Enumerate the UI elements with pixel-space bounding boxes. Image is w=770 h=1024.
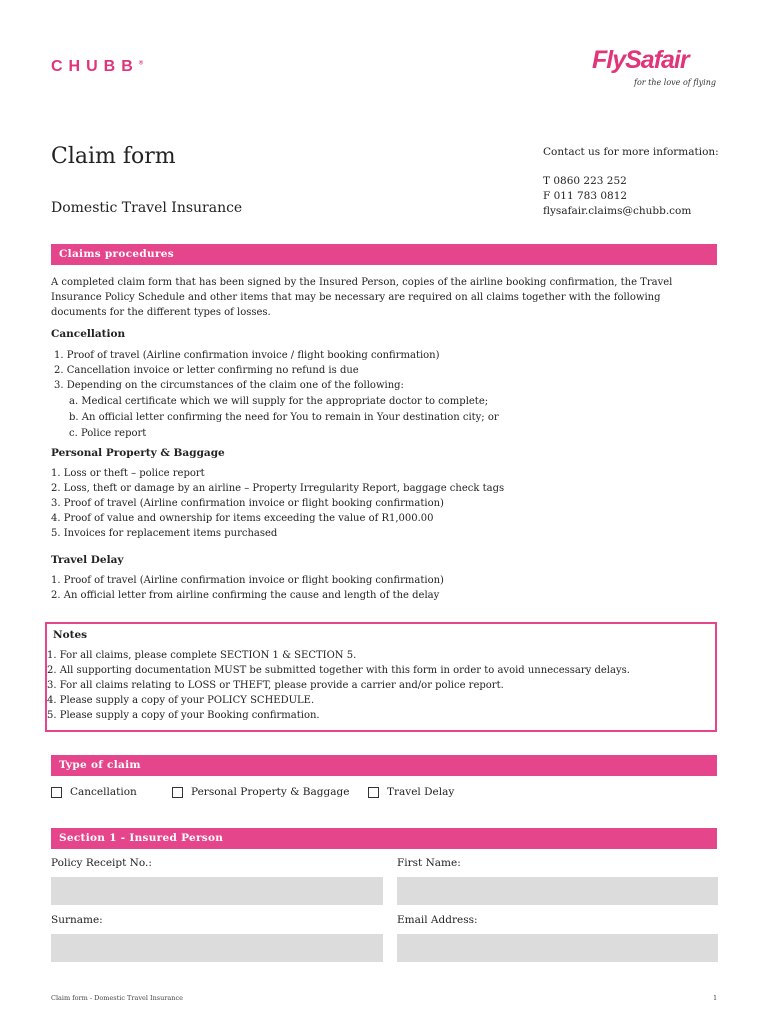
cancellation-option-label: Cancellation bbox=[70, 786, 137, 798]
property-heading: Personal Property & Baggage bbox=[51, 447, 225, 459]
policy-receipt-field[interactable] bbox=[51, 877, 383, 905]
section1-header: Section 1 - Insured Person bbox=[51, 828, 717, 849]
list-item: 5. Please supply a copy of your Booking confirmation. bbox=[47, 710, 320, 721]
flysafair-logo-text: FlySafair bbox=[592, 46, 689, 74]
list-item: 1. Proof of travel (Airline confirmation invoice / flight booking confirmation) bbox=[54, 350, 440, 361]
delay-option-label: Travel Delay bbox=[387, 786, 455, 798]
first-name-label: First Name: bbox=[397, 857, 461, 869]
cancellation-list bbox=[54, 348, 499, 441]
contact-fax: F 011 783 0812 bbox=[543, 190, 628, 202]
surname-label: Surname: bbox=[51, 914, 103, 926]
delay-checkbox[interactable] bbox=[368, 787, 379, 798]
list-item: 2. All supporting documentation MUST be submitted together with this form in order to avoid unnecessary delays. bbox=[47, 665, 630, 676]
first-name-field[interactable] bbox=[397, 877, 718, 905]
list-item: 2. An official letter from airline confirming the cause and length of the delay bbox=[51, 590, 440, 601]
email-label: Email Address: bbox=[397, 914, 478, 926]
list-item: 5. Invoices for replacement items purchased bbox=[51, 528, 278, 539]
claims-procedures-header: Claims procedures bbox=[51, 244, 717, 265]
contact-email[interactable]: flysafair.claims@chubb.com bbox=[543, 205, 692, 217]
list-item: 3. Proof of travel (Airline confirmation invoice or flight booking confirmation) bbox=[51, 498, 444, 509]
contact-info bbox=[543, 145, 719, 219]
footer-text: Claim form - Domestic Travel Insurance bbox=[51, 994, 183, 1002]
property-checkbox[interactable] bbox=[172, 787, 183, 798]
list-item: 2. Loss, theft or damage by an airline – Property Irregularity Report, baggage check tags bbox=[51, 483, 505, 494]
delay-heading: Travel Delay bbox=[51, 554, 124, 566]
list-item: b. An official letter confirming the need for You to remain in Your destination city; or bbox=[69, 412, 499, 423]
cancellation-option[interactable] bbox=[51, 786, 137, 798]
list-item: a. Medical certificate which we will supply for the appropriate doctor to complete; bbox=[69, 396, 489, 407]
policy-receipt-label: Policy Receipt No.: bbox=[51, 857, 152, 869]
type-of-claim-header: Type of claim bbox=[51, 755, 717, 776]
notes-heading: Notes bbox=[53, 629, 88, 641]
page-title: Claim form bbox=[51, 144, 176, 169]
cancellation-heading: Cancellation bbox=[51, 328, 126, 340]
list-item: 3. For all claims relating to LOSS or THEFT, please provide a carrier and/or police report. bbox=[47, 680, 504, 691]
list-item: 2. Cancellation invoice or letter confirming no refund is due bbox=[54, 365, 359, 376]
chubb-logo: CHUBB® bbox=[51, 58, 144, 75]
cancellation-checkbox[interactable] bbox=[51, 787, 62, 798]
delay-option[interactable] bbox=[368, 786, 454, 798]
notes-list bbox=[47, 648, 630, 723]
property-option-label: Personal Property & Baggage bbox=[191, 786, 350, 798]
claims-intro: A completed claim form that has been signed by the Insured Person, copies of the airline booking confirmation, the Travel Insurance Policy Schedule and other items that may be necessary are required on all claims together with the following documents for the different types of losses. bbox=[51, 277, 673, 318]
flysafair-logo bbox=[592, 46, 717, 96]
list-item: 1. Loss or theft – police report bbox=[51, 468, 205, 479]
email-field[interactable] bbox=[397, 934, 718, 962]
contact-heading: Contact us for more information: bbox=[543, 146, 719, 158]
list-item: 1. For all claims, please complete SECTION 1 & SECTION 5. bbox=[47, 650, 357, 661]
list-item: 3. Depending on the circumstances of the claim one of the following: bbox=[54, 380, 404, 391]
flysafair-tagline: for the love of flying bbox=[634, 78, 716, 87]
property-option[interactable] bbox=[172, 786, 349, 798]
list-item: 4. Please supply a copy of your POLICY SCHEDULE. bbox=[47, 695, 315, 706]
surname-field[interactable] bbox=[51, 934, 383, 962]
list-item: c. Police report bbox=[69, 428, 147, 439]
contact-phone: T 0860 223 252 bbox=[543, 175, 627, 187]
page-subtitle: Domestic Travel Insurance bbox=[51, 200, 243, 216]
property-list bbox=[51, 466, 504, 541]
list-item: 4. Proof of value and ownership for items exceeding the value of R1,000.00 bbox=[51, 513, 434, 524]
list-item: 1. Proof of travel (Airline confirmation invoice or flight booking confirmation) bbox=[51, 575, 444, 586]
page-number: 1 bbox=[713, 994, 718, 1002]
delay-list bbox=[51, 573, 444, 603]
